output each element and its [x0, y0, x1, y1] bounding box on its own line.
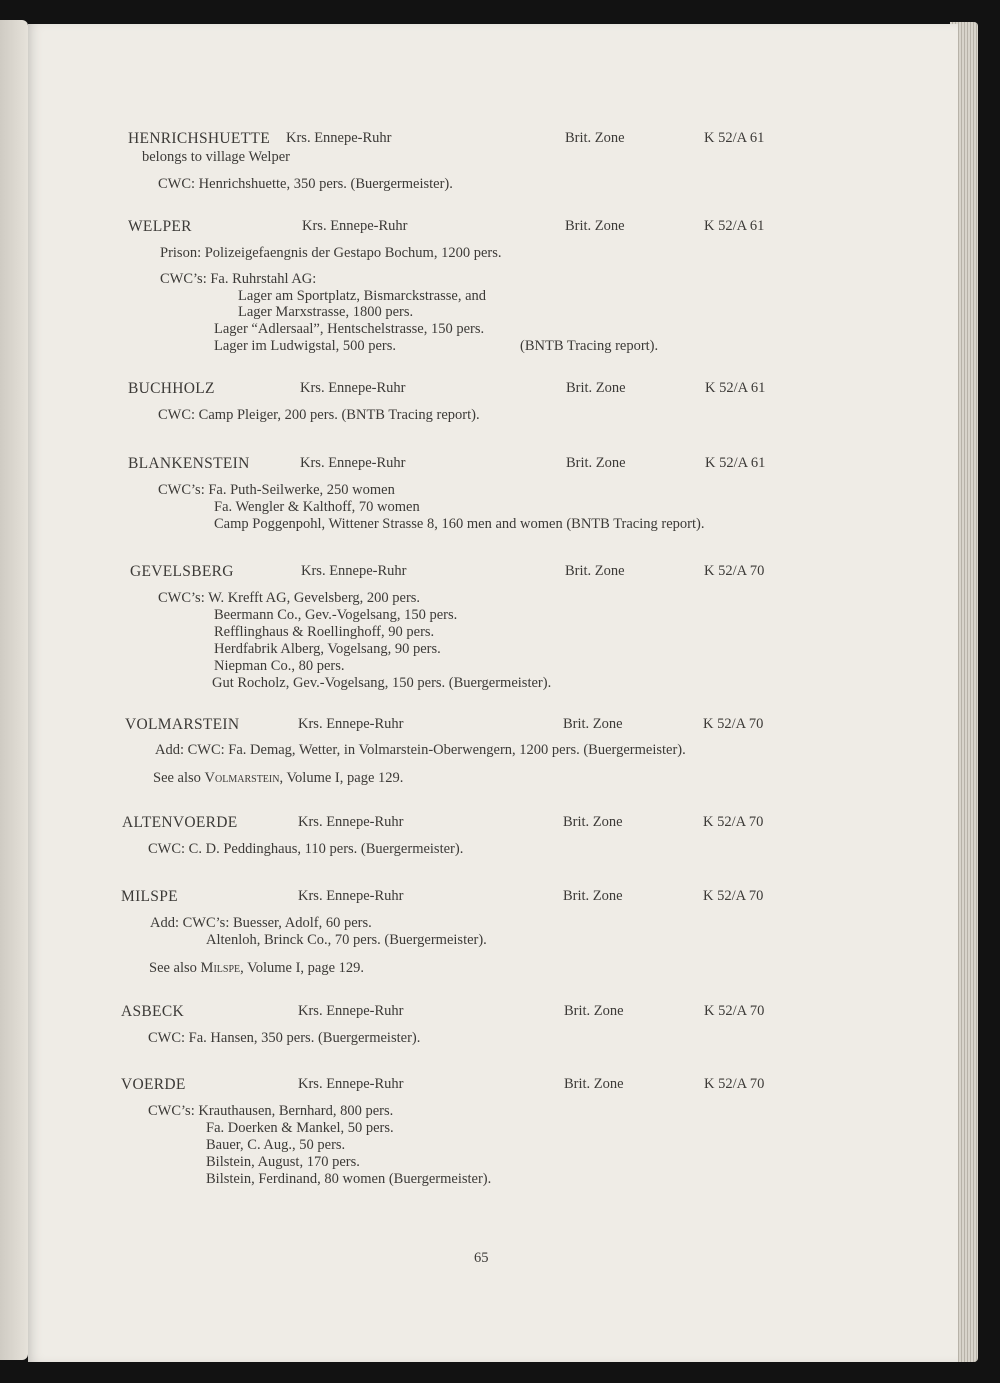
see-also-prefix: See also [153, 770, 205, 786]
zone: Brit. Zone [566, 455, 626, 471]
entry-line: CWC: Henrichshuette, 350 pers. (Buergermeister). [158, 176, 453, 192]
zone: Brit. Zone [564, 1076, 624, 1092]
map-reference: K 52/A 70 [703, 888, 764, 904]
map-reference: K 52/A 61 [704, 130, 765, 146]
map-reference: K 52/A 70 [704, 563, 765, 579]
entry-line: CWC’s: Krauthausen, Bernhard, 800 pers. [148, 1103, 394, 1119]
zone: Brit. Zone [563, 888, 623, 904]
place-name: WELPER [128, 218, 192, 235]
zone: Brit. Zone [563, 814, 623, 830]
entry-line: Refflinghaus & Roellinghoff, 90 pers. [214, 624, 435, 640]
zone: Brit. Zone [566, 380, 626, 396]
zone: Brit. Zone [565, 218, 625, 234]
entry-line: Lager Marxstrasse, 1800 pers. [238, 304, 414, 320]
place-name: ASBECK [121, 1003, 184, 1020]
see-also-line [153, 770, 403, 787]
district: Krs. Ennepe-Ruhr [298, 1003, 404, 1019]
entry-line: Bilstein, August, 170 pers. [206, 1154, 360, 1170]
entry-line: CWC: Camp Pleiger, 200 pers. (BNTB Tracing report). [158, 407, 480, 423]
entry-line: Altenloh, Brinck Co., 70 pers. (Buergermeister). [206, 932, 487, 948]
entry-line: CWC’s: Fa. Puth-Seilwerke, 250 women [158, 482, 395, 498]
place-name: VOLMARSTEIN [125, 716, 240, 733]
see-also-place: Volmarstein [204, 770, 280, 786]
district: Krs. Ennepe-Ruhr [300, 380, 406, 396]
entry-line: CWC’s: Fa. Ruhrstahl AG: [160, 271, 317, 287]
entry-line: Lager im Ludwigstal, 500 pers. [214, 338, 397, 354]
district: Krs. Ennepe-Ruhr [286, 130, 392, 146]
district: Krs. Ennepe-Ruhr [302, 218, 408, 234]
place-name: GEVELSBERG [130, 563, 234, 580]
district: Krs. Ennepe-Ruhr [298, 814, 404, 830]
district: Krs. Ennepe-Ruhr [301, 563, 407, 579]
entry-line: CWC’s: W. Krefft AG, Gevelsberg, 200 pers. [158, 590, 421, 606]
zone: Brit. Zone [565, 563, 625, 579]
map-reference: K 52/A 70 [703, 716, 764, 732]
map-reference: K 52/A 61 [705, 380, 766, 396]
map-reference: K 52/A 70 [703, 814, 764, 830]
see-also-suffix: , Volume I, page 129. [240, 960, 365, 976]
map-reference: K 52/A 61 [705, 455, 766, 471]
entry-line: Camp Poggenpohl, Wittener Strasse 8, 160 men and women (BNTB Tracing report). [214, 516, 705, 532]
entry-line: CWC: C. D. Peddinghaus, 110 pers. (Buergermeister). [148, 841, 464, 857]
map-reference: K 52/A 70 [704, 1076, 765, 1092]
see-also-suffix: , Volume I, page 129. [279, 770, 404, 786]
entry-line: Bauer, C. Aug., 50 pers. [206, 1137, 346, 1153]
zone: Brit. Zone [563, 716, 623, 732]
entry-line: Beermann Co., Gev.-Vogelsang, 150 pers. [214, 607, 458, 623]
district: Krs. Ennepe-Ruhr [298, 716, 404, 732]
place-name: VOERDE [121, 1076, 186, 1093]
entry-line: Niepman Co., 80 pers. [214, 658, 345, 674]
entry-line: Fa. Wengler & Kalthoff, 70 women [214, 499, 420, 515]
place-name: BUCHHOLZ [128, 380, 215, 397]
document-page [28, 24, 958, 1362]
facing-page-edge [0, 20, 28, 1360]
entry-line: Bilstein, Ferdinand, 80 women (Buergermeister). [206, 1171, 492, 1187]
map-reference: K 52/A 61 [704, 218, 765, 234]
entry-line: Gut Rocholz, Gev.-Vogelsang, 150 pers. (Buergermeister). [212, 675, 552, 691]
place-name: ALTENVOERDE [122, 814, 238, 831]
entry-line: Add: CWC: Fa. Demag, Wetter, in Volmarstein-Oberwengern, 1200 pers. (Buergermeister). [155, 742, 686, 758]
place-name: HENRICHSHUETTE [128, 130, 270, 147]
entry-line: Lager am Sportplatz, Bismarckstrasse, and [238, 288, 487, 304]
place-name: BLANKENSTEIN [128, 455, 250, 472]
page-number: 65 [474, 1250, 489, 1266]
see-also-line [149, 960, 364, 977]
entry-line: Lager “Adlersaal”, Hentschelstrasse, 150 pers. [214, 321, 485, 337]
district: Krs. Ennepe-Ruhr [300, 455, 406, 471]
see-also-prefix: See also [149, 960, 201, 976]
entry-line: Prison: Polizeigefaengnis der Gestapo Bochum, 1200 pers. [160, 245, 502, 261]
entry-source: (BNTB Tracing report). [520, 338, 659, 354]
place-name: MILSPE [121, 888, 178, 905]
entry-line: Fa. Doerken & Mankel, 50 pers. [206, 1120, 394, 1136]
entry-line: Add: CWC’s: Buesser, Adolf, 60 pers. [150, 915, 372, 931]
see-also-place: Milspe [200, 960, 241, 976]
entry-note: belongs to village Welper [142, 149, 290, 165]
entry-line: Herdfabrik Alberg, Vogelsang, 90 pers. [214, 641, 441, 657]
entry-line: CWC: Fa. Hansen, 350 pers. (Buergermeister). [148, 1030, 421, 1046]
district: Krs. Ennepe-Ruhr [298, 1076, 404, 1092]
district: Krs. Ennepe-Ruhr [298, 888, 404, 904]
zone: Brit. Zone [565, 130, 625, 146]
zone: Brit. Zone [564, 1003, 624, 1019]
map-reference: K 52/A 70 [704, 1003, 765, 1019]
